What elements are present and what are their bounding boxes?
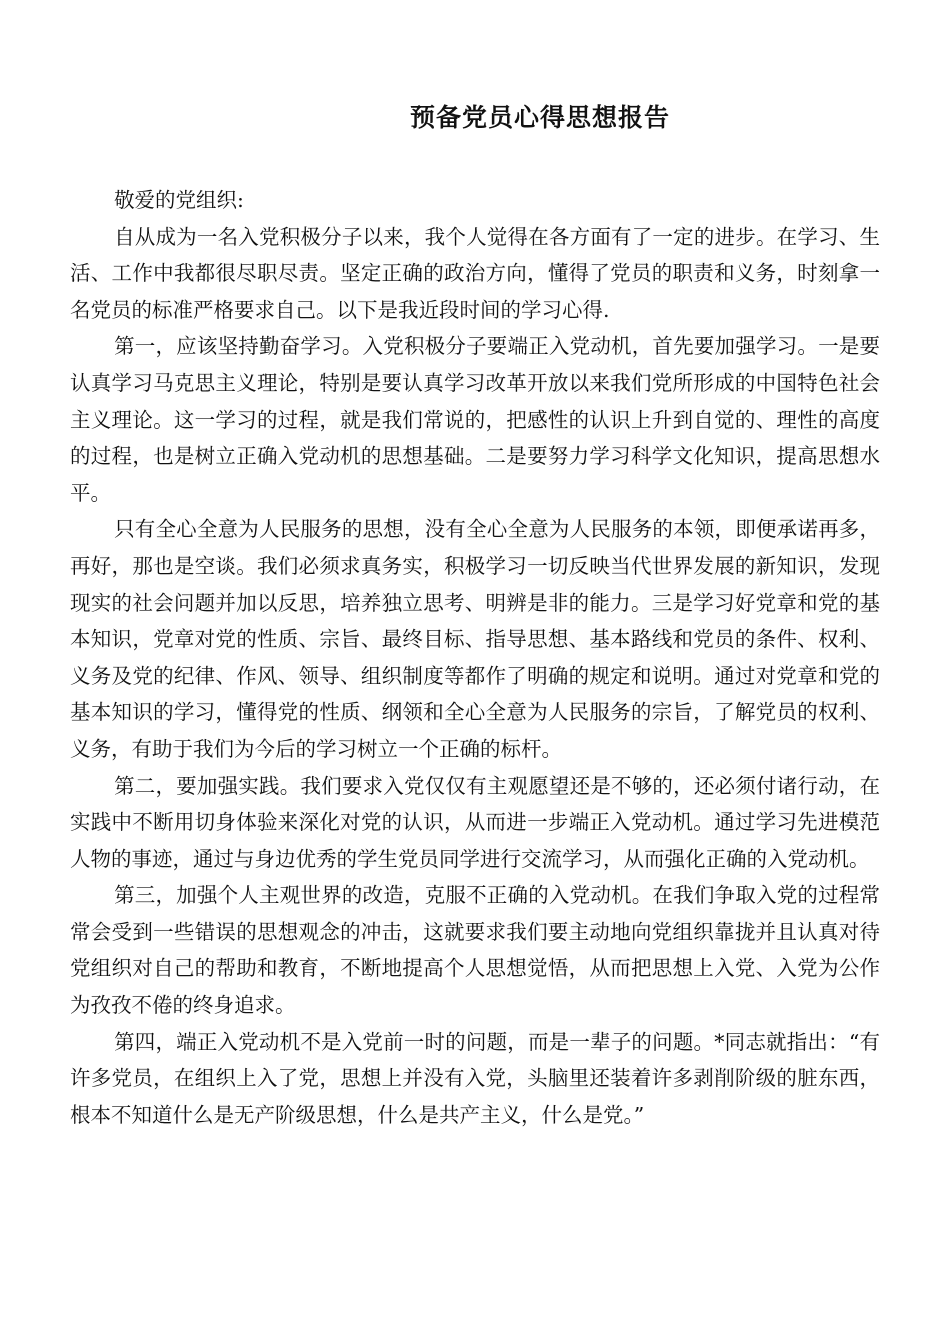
paragraph-fourth: 第四，端正入党动机不是入党前一时的问题，而是一辈子的问题。*同志就指出：“有许多党员，在组织上入了党，思想上并没有入党，头脑里还装着许多剥削阶级的脏东西，根本不知道什么是无产阶级思想，什么是共产主义，什么是党。” xyxy=(70,1029,880,1127)
paragraph-third: 第三，加强个人主观世界的改造，克服不正确的入党动机。在我们争取入党的过程常常会受到一些错误的思想观念的冲击，这就要求我们要主动地向党组织靠拢并且认真对待党组织对自己的帮助和教育，不断地提高个人思想觉悟，从而把思想上入党、入党为公作为孜孜不倦的终身追求。 xyxy=(70,883,880,1018)
document-body xyxy=(70,182,880,1133)
paragraph-second: 第二，要加强实践。我们要求入党仅仅有主观愿望还是不够的，还必须付诸行动，在实践中不断用切身体验来深化对党的认识，从而进一步端正入党动机。通过学习先进模范人物的事迹，通过与身边优秀的学生党员同学进行交流学习，从而强化正确的入党动机。 xyxy=(70,773,880,871)
salutation: 敬爱的党组织: xyxy=(114,188,244,212)
paragraph-service: 只有全心全意为人民服务的思想，没有全心全意为人民服务的本领，即便承诺再多，再好，那也是空谈。我们必须求真务实，积极学习一切反映当代世界发展的新知识，发现现实的社会问题并加以反思，培养独立思考、明辨是非的能力。三是学习好党章和党的基本知识，党章对党的性质、宗旨、最终目标、指导思想、基本路线和党员的条件、权利、义务及党的纪律、作风、领导、组织制度等都作了明确的规定和说明。通过对党章和党的基本知识的学习，懂得党的性质、纲领和全心全意为人民服务的宗旨，了解党员的权利、义务，有助于我们为今后的学习树立一个正确的标杆。 xyxy=(70,517,880,761)
paragraph-intro: 自从成为一名入党积极分子以来，我个人觉得在各方面有了一定的进步。在学习、生活、工作中我都很尽职尽责。坚定正确的政治方向，懂得了党员的职责和义务，时刻拿一名党员的标准严格要求自己。以下是我近段时间的学习心得. xyxy=(70,224,880,322)
document-title: 预备党员心得思想报告 xyxy=(409,103,670,132)
paragraph-first: 第一，应该坚持勤奋学习。入党积极分子要端正入党动机，首先要加强学习。一是要认真学习马克思主义理论，特别是要认真学习改革开放以来我们党所形成的中国特色社会主义理论。这一学习的过程，就是我们常说的，把感性的认识上升到自觉的、理性的高度的过程，也是树立正确入党动机的思想基础。二是要努力学习科学文化知识，提高思想水平。 xyxy=(70,334,880,505)
